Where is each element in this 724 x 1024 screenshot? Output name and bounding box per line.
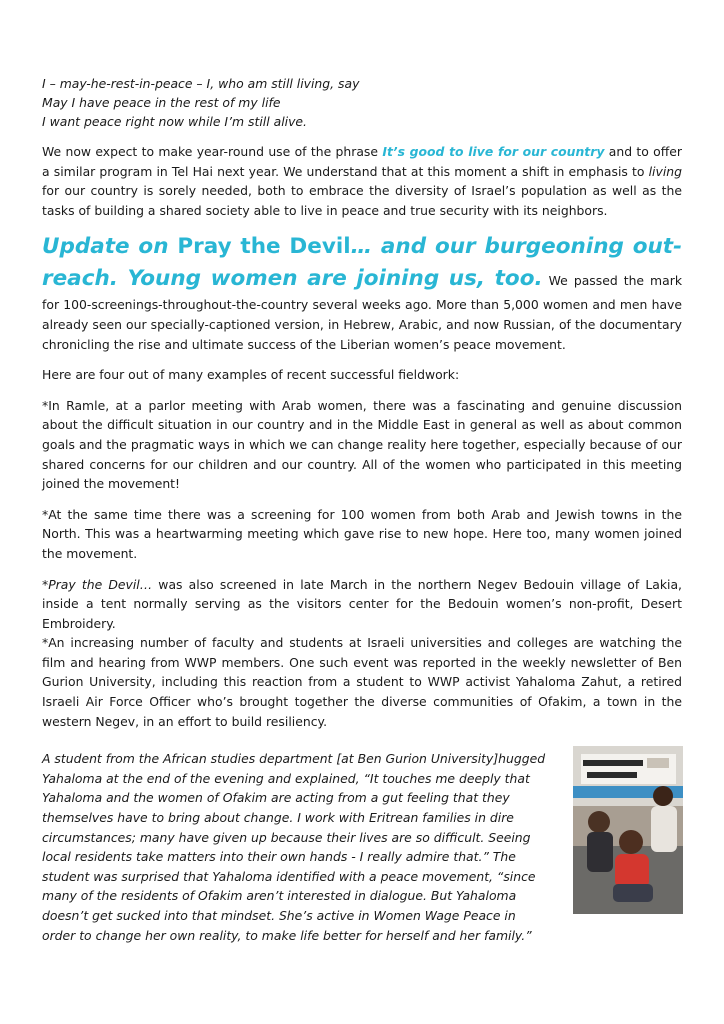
- examples-intro: Here are four out of many examples of recent successful fieldwork:: [42, 367, 460, 383]
- intro-paragraph: [42, 142, 682, 220]
- bullet-star: *: [42, 576, 49, 592]
- highlight-phrase: It’s good to live for our country: [382, 144, 605, 159]
- headline-part: … and our burgeoning out-reach. Young women are joining us, too.: [42, 234, 682, 292]
- poem-block: [42, 74, 682, 131]
- intro-text: and to offer a similar program in Tel Hai next year. We understand that at this moment a shift in emphasis to: [42, 144, 682, 179]
- headline-part: Update on: [42, 234, 178, 260]
- example-ramle: *In Ramle, at a parlor meeting with Arab women, there was a fascinating and genuine discussion about the difficult situation in our country and in the Middle East in general as well as about common goals and the pragmatic ways in which we can change reality here together, especially because of our shared concerns for our children and our country. All of the women who participated in this meeting joined the movement!: [42, 397, 682, 492]
- intro-text: We now expect to make year-round use of the phrase: [42, 144, 383, 159]
- poem-line: I want peace right now while I’m still alive.: [42, 114, 307, 129]
- example-universities: *An increasing number of faculty and students at Israeli universities and colleges are watching the film and hearing from WWP members. One such event was reported in the weekly newsletter of Ben Gurion University, including this reaction from a student to WWP activist Yahaloma Zahut, a retired Israeli Air Force Officer who’s brought together the diverse communities of Ofakim, a town in the western Negev, in an effort to build resiliency.: [42, 635, 682, 729]
- poem-line: May I have peace in the rest of my life: [42, 95, 281, 110]
- example-text: was also screened in late March in the northern Negev Bedouin village of Lakia, inside a tent normally serving as the visitors center for the Bedouin women’s non-profit, Desert Embroidery.: [42, 576, 682, 631]
- example-north: *At the same time there was a screening for 100 women from both Arab and Jewish towns in the North. This was a heartwarming meeting which gave rise to new hope. Here too, many women joined the movement.: [42, 506, 682, 561]
- document-page: [42, 74, 682, 945]
- group-photo: [573, 746, 683, 914]
- example-lakia: [42, 575, 682, 634]
- update-section: [42, 231, 682, 354]
- emphasis-word: living: [648, 163, 682, 179]
- film-title: Pray the Devil…: [48, 576, 153, 592]
- student-quote: A student from the African studies department [at Ben Gurion University]hugged Yahaloma at the end of the evening and explained, “It touches me deeply that Yahaloma and the women of Ofakim are acting from a gut feeling that they themselves have to bring about change. I work with Eritrean families in dire circumstances; many have given up because their lives are so difficult. Seeing local residents take matters into their own hands - I really admire that.” The student was surprised that Yahaloma identified with a peace movement, “since many of the residents of Ofakim aren’t interested in dialogue. But Yahaloma doesn’t get sucked into that mindset. She’s active in Women Wage Peace in order to change her own reality, to make life better for herself and her family.”: [42, 751, 546, 943]
- headline-film-title: Pray the Devil: [177, 234, 351, 260]
- update-body: We passed the mark for 100-screenings-throughout-the-country several weeks ago. More than 5,000 women and men have already seen our specially-captioned version, in Hebrew, Arabic, and now Russian, of the documentary chronicling the rise and ultimate success of the Liberian women’s peace movement.: [42, 273, 682, 352]
- quote-section: [42, 749, 682, 945]
- intro-text: for our country is sorely needed, both to embrace the diversity of Israel’s population as well as the tasks of building a shared society able to live in peace and true security with its neighbors.: [42, 183, 682, 218]
- poem-line: I – may-he-rest-in-peace – I, who am still living, say: [42, 76, 360, 91]
